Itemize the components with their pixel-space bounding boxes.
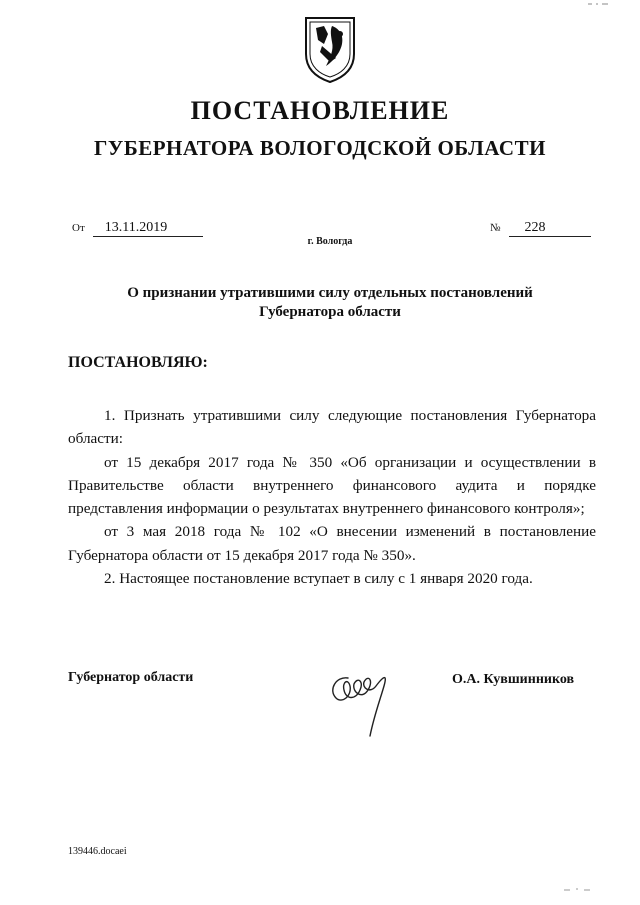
date-prefix: От <box>72 222 85 234</box>
date-row <box>72 218 203 237</box>
number-row <box>490 218 591 237</box>
number-prefix: № <box>490 222 501 234</box>
city: г. Вологда <box>307 236 353 247</box>
document-number: 228 <box>509 220 591 237</box>
paragraph-4: 2. Настоящее постановление вступает в силу с 1 января 2020 года. <box>104 570 533 588</box>
document-subtitle: ГУБЕРНАТОРА ВОЛОГОДСКОЙ ОБЛАСТИ <box>94 136 546 160</box>
coat-of-arms-icon <box>302 14 358 84</box>
document-body <box>68 404 596 590</box>
scan-mark-top <box>586 0 610 6</box>
document-subject <box>60 284 600 322</box>
subject-line-1: О признании утратившими силу отдельных постановлений <box>127 285 533 301</box>
document-id: 139446.docaei <box>68 846 127 857</box>
handwritten-signature <box>318 656 408 746</box>
paragraph-2: от 15 декабря 2017 года № 350 «Об организации и осуществлении в Правительстве области внутреннего финансового аудита и порядке представления информации о результатах внутреннего финансового контроля»; <box>68 453 596 518</box>
signer-position: Губернатор области <box>68 670 194 685</box>
decree-word: ПОСТАНОВЛЯЮ: <box>68 354 208 371</box>
paragraph-1: 1. Признать утратившими силу следующие постановления Губернатора области: <box>68 407 596 448</box>
paragraph-3: от 3 мая 2018 года № 102 «О внесении изменений в постановление Губернатора области от 15 декабря 2017 года № 350». <box>68 523 596 564</box>
signer-name: О.А. Кувшинников <box>452 672 575 687</box>
document-date: 13.11.2019 <box>93 220 203 237</box>
subject-line-2: Губернатора области <box>259 304 401 320</box>
scan-mark-bottom <box>562 884 592 894</box>
document-title: ПОСТАНОВЛЕНИЕ <box>190 96 450 125</box>
